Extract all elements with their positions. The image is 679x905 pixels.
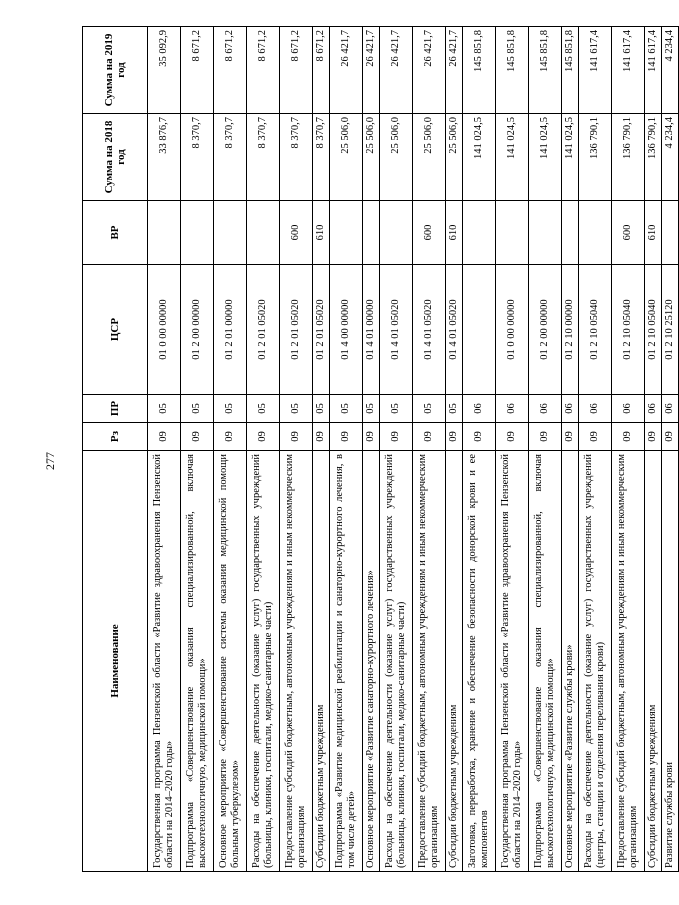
cell-vr [181,201,214,265]
table-body [148,27,679,872]
cell-name: Государственная программа Пензенской области «Развитие здравоохранения Пензенской области на 2014–2020 годы» [496,451,529,872]
cell-vr: 600 [280,201,313,265]
cell-sum-2019: 141 617,4 [645,27,662,114]
cell-sum-2018: 8 370,7 [214,114,247,201]
table-row [363,27,380,872]
cell-rz: 09 [247,423,280,451]
cell-name: Расходы на обеспечение деятельности (оказание услуг) государственных учреждений (больницы, клиники, госпитали, медико-санитарные части) [380,451,413,872]
cell-pr: 05 [413,395,446,423]
cell-sum-2018: 25 506,0 [380,114,413,201]
cell-csr: 01 4 01 05020 [413,265,446,395]
cell-rz: 09 [363,423,380,451]
cell-name: Субсидии бюджетным учреждениям [645,451,662,872]
cell-sum-2019: 145 851,8 [529,27,562,114]
cell-sum-2018: 141 024,5 [463,114,496,201]
cell-sum-2018: 141 024,5 [529,114,562,201]
cell-sum-2018: 8 370,7 [247,114,280,201]
table-row [612,27,645,872]
cell-sum-2018: 8 370,7 [280,114,313,201]
cell-sum-2018: 4 234,4 [662,114,679,201]
cell-vr: 610 [313,201,330,265]
cell-name: Развитие службы крови [662,451,679,872]
header-pr: ПР [83,395,148,423]
cell-pr: 06 [579,395,612,423]
table-row [662,27,679,872]
cell-sum-2018: 8 370,7 [313,114,330,201]
cell-vr: 610 [446,201,463,265]
rotated-page-content [82,27,675,872]
cell-name: Государственная программа Пензенской области «Развитие здравоохранения Пензенской области на 2014–2020 годы» [148,451,181,872]
cell-csr: 01 4 01 05020 [380,265,413,395]
cell-sum-2019: 26 421,7 [380,27,413,114]
cell-sum-2019: 145 851,8 [496,27,529,114]
header-sum-2019: Сумма на 2019 год [83,27,148,114]
table-row [148,27,181,872]
cell-sum-2019: 145 851,8 [463,27,496,114]
cell-pr: 06 [645,395,662,423]
cell-sum-2018: 25 506,0 [330,114,363,201]
cell-vr: 610 [645,201,662,265]
cell-rz: 09 [463,423,496,451]
cell-csr: 01 2 01 05020 [247,265,280,395]
table-row [496,27,529,872]
cell-vr [148,201,181,265]
cell-vr [247,201,280,265]
cell-vr [496,201,529,265]
cell-rz: 09 [645,423,662,451]
cell-pr: 05 [247,395,280,423]
cell-rz: 09 [446,423,463,451]
table-row [214,27,247,872]
cell-pr: 05 [313,395,330,423]
cell-sum-2019: 8 671,2 [214,27,247,114]
cell-sum-2019: 141 617,4 [612,27,645,114]
cell-pr: 06 [529,395,562,423]
cell-name: Подпрограмма «Совершенствование оказания специализированной, включая высокотехнологичную, медицинской помощи» [529,451,562,872]
cell-pr: 06 [612,395,645,423]
cell-name: Предоставление субсидий бюджетным, автономным учреждениям и иным некоммерческим организациям [413,451,446,872]
cell-pr: 05 [280,395,313,423]
cell-vr [529,201,562,265]
table-row [380,27,413,872]
budget-table [82,26,679,872]
cell-rz: 09 [330,423,363,451]
cell-vr: 600 [612,201,645,265]
cell-sum-2018: 136 790,1 [645,114,662,201]
cell-sum-2019: 141 617,4 [579,27,612,114]
cell-rz: 09 [579,423,612,451]
table-row [579,27,612,872]
cell-name: Предоставление субсидий бюджетным, автономным учреждениям и иным некоммерческим организациям [280,451,313,872]
cell-sum-2019: 26 421,7 [413,27,446,114]
cell-vr [330,201,363,265]
cell-csr: 01 2 00 00000 [181,265,214,395]
cell-csr: 01 2 10 05040 [645,265,662,395]
cell-csr: 01 2 10 00000 [562,265,579,395]
cell-sum-2019: 145 851,8 [562,27,579,114]
cell-sum-2019: 8 671,2 [280,27,313,114]
cell-rz: 09 [612,423,645,451]
cell-pr: 06 [496,395,529,423]
cell-pr: 06 [662,395,679,423]
header-vr: ВР [83,201,148,265]
cell-sum-2018: 25 506,0 [446,114,463,201]
cell-csr [463,265,496,395]
cell-vr [579,201,612,265]
cell-rz: 09 [662,423,679,451]
cell-csr: 01 0 00 00000 [148,265,181,395]
cell-name: Подпрограмма «Развитие медицинской реабилитации и санаторно-курортного лечения, в том числе детей» [330,451,363,872]
cell-sum-2018: 33 876,7 [148,114,181,201]
cell-rz: 09 [529,423,562,451]
cell-rz: 09 [413,423,446,451]
cell-name: Предоставление субсидий бюджетным, автономным учреждениям и иным некоммерческим организациям [612,451,645,872]
table-row [247,27,280,872]
cell-sum-2019: 26 421,7 [330,27,363,114]
cell-sum-2018: 136 790,1 [612,114,645,201]
cell-sum-2018: 141 024,5 [562,114,579,201]
cell-pr: 05 [148,395,181,423]
cell-rz: 09 [380,423,413,451]
cell-csr: 01 2 01 05020 [280,265,313,395]
cell-sum-2019: 8 671,2 [181,27,214,114]
cell-sum-2019: 26 421,7 [363,27,380,114]
cell-csr: 01 4 01 00000 [363,265,380,395]
cell-pr: 05 [380,395,413,423]
cell-sum-2018: 25 506,0 [363,114,380,201]
cell-vr [214,201,247,265]
header-sum-2018: Сумма на 2018 год [83,114,148,201]
cell-name: Основное мероприятие «Развитие санаторно-курортного лечения» [363,451,380,872]
cell-sum-2018: 8 370,7 [181,114,214,201]
cell-sum-2019: 35 092,9 [148,27,181,114]
table-row [181,27,214,872]
cell-pr: 05 [363,395,380,423]
cell-pr: 05 [214,395,247,423]
cell-sum-2019: 4 234,4 [662,27,679,114]
header-rz: Рз [83,423,148,451]
cell-pr: 05 [181,395,214,423]
cell-vr [463,201,496,265]
cell-name: Заготовка, переработка, хранение и обеспечение безопасности донорской крови и ее компонентов [463,451,496,872]
cell-name: Субсидии бюджетным учреждениям [446,451,463,872]
table-row [313,27,330,872]
cell-name: Основное мероприятие «Совершенствование системы оказания медицинской помощи больным туберкулезом» [214,451,247,872]
cell-rz: 09 [214,423,247,451]
table-header-row [83,27,148,872]
cell-csr: 01 2 10 25120 [662,265,679,395]
cell-sum-2019: 8 671,2 [247,27,280,114]
cell-csr: 01 2 10 05040 [612,265,645,395]
cell-name: Подпрограмма «Совершенствование оказания специализированной, включая высокотехнологичную, медицинской помощи» [181,451,214,872]
cell-pr: 06 [463,395,496,423]
cell-vr [380,201,413,265]
cell-csr: 01 4 00 00000 [330,265,363,395]
cell-sum-2018: 141 024,5 [496,114,529,201]
table-row [446,27,463,872]
cell-pr: 05 [330,395,363,423]
cell-sum-2018: 136 790,1 [579,114,612,201]
table-row [529,27,562,872]
cell-vr [662,201,679,265]
cell-csr: 01 4 01 05020 [446,265,463,395]
cell-csr: 01 2 01 00000 [214,265,247,395]
table-row [330,27,363,872]
cell-csr: 01 2 00 00000 [529,265,562,395]
table-row [280,27,313,872]
table-row [645,27,662,872]
cell-name: Основное мероприятие «Развитие службы крови» [562,451,579,872]
table-row [413,27,446,872]
cell-sum-2019: 26 421,7 [446,27,463,114]
cell-rz: 09 [313,423,330,451]
cell-csr: 01 2 01 05020 [313,265,330,395]
header-csr: ЦСР [83,265,148,395]
cell-rz: 09 [280,423,313,451]
cell-pr: 06 [562,395,579,423]
cell-csr: 01 2 10 05040 [579,265,612,395]
cell-vr [363,201,380,265]
cell-pr: 05 [446,395,463,423]
cell-rz: 09 [496,423,529,451]
cell-csr: 01 0 00 00000 [496,265,529,395]
cell-vr: 600 [413,201,446,265]
cell-rz: 09 [148,423,181,451]
table-row [562,27,579,872]
cell-rz: 09 [562,423,579,451]
cell-rz: 09 [181,423,214,451]
cell-name: Субсидии бюджетным учреждениям [313,451,330,872]
cell-sum-2019: 8 671,2 [313,27,330,114]
page-number: 277 [43,452,57,470]
cell-name: Расходы на обеспечение деятельности (оказание услуг) государственных учреждений (больницы, клиники, госпитали, медико-санитарные части) [247,451,280,872]
cell-sum-2018: 25 506,0 [413,114,446,201]
header-name: Наименование [83,451,148,872]
table-row [463,27,496,872]
cell-vr [562,201,579,265]
cell-name: Расходы на обеспечение деятельности (оказание услуг) государственных учреждений (центры, станции и отделения переливания крови) [579,451,612,872]
